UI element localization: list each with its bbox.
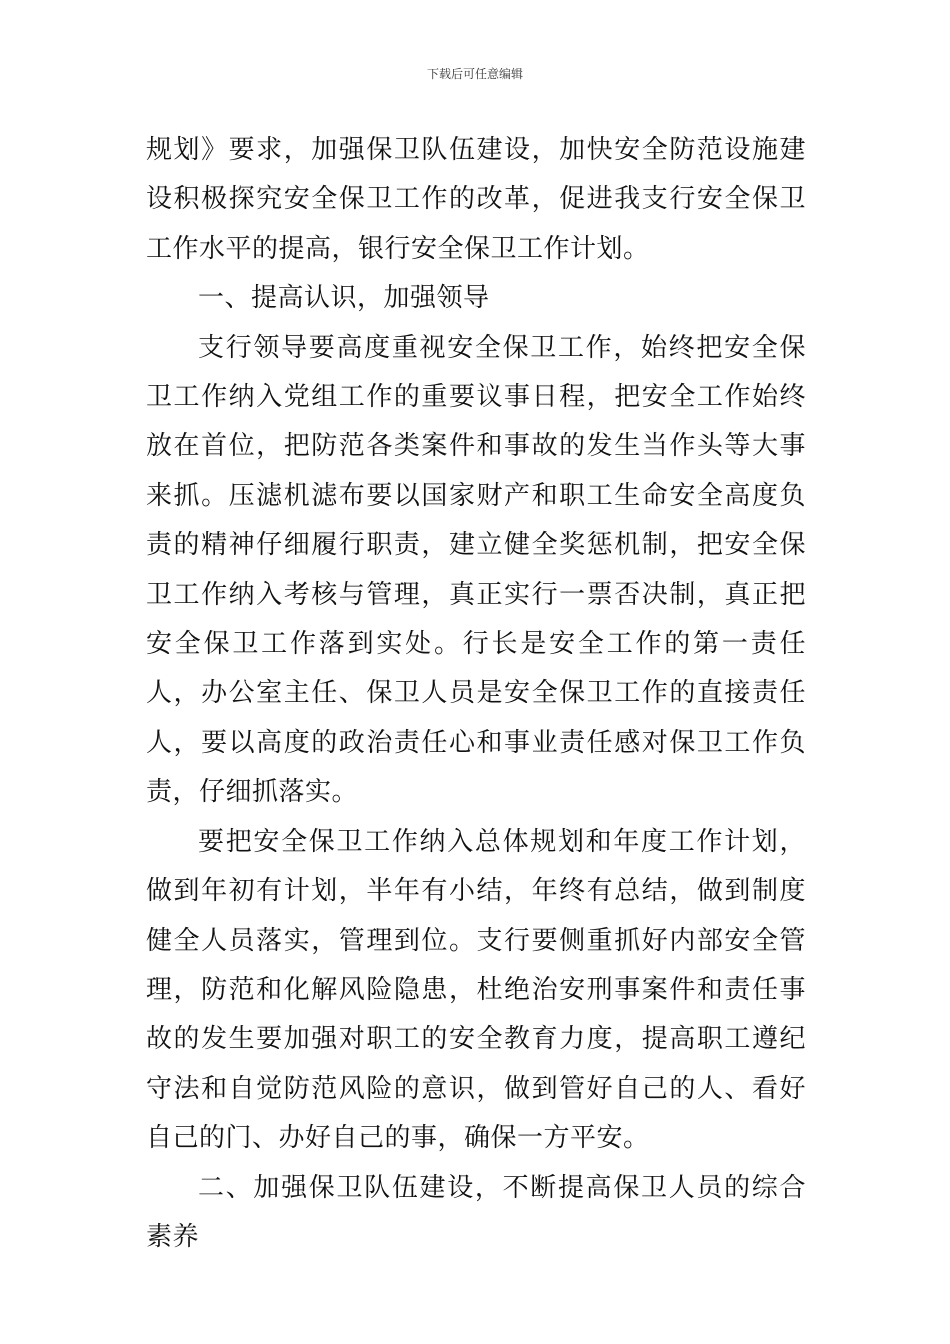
paragraph-leadership: 支行领导要高度重视安全保卫工作，始终把安全保卫工作纳入党组工作的重要议事日程，把安全工作始终放在首位，把防范各类案件和事故的发生当作头等大事来抓。压滤机滤布要以国家财产和职工生命安全高度负责的精神仔细履行职责，建立健全奖惩机制，把安全保卫工作纳入考核与管理，真正实行一票否决制，真正把安全保卫工作落到实处。行长是安全工作的第一责任人，办公室主任、保卫人员是安全保卫工作的直接责任人，要以高度的政治责任心和事业责任感对保卫工作负责，仔细抓落实。 bbox=[146, 332, 806, 808]
document-body bbox=[146, 126, 806, 1262]
section-heading-two: 二、加强保卫队伍建设，不断提高保卫人员的综合素养 bbox=[146, 1172, 806, 1252]
paragraph-planning: 要把安全保卫工作纳入总体规划和年度工作计划，做到年初有计划，半年有小结，年终有总结，做到制度健全人员落实，管理到位。支行要侧重抓好内部安全管理，防范和化解风险隐患，杜绝治安刑事案件和责任事故的发生要加强对职工的安全教育力度，提高职工遵纪守法和自觉防范风险的意识，做到管好自己的人、看好自己的门、办好自己的事，确保一方平安。 bbox=[146, 826, 806, 1154]
section-heading-one: 一、提高认识，加强领导 bbox=[198, 283, 490, 314]
header-note: 下载后可任意编辑 bbox=[426, 67, 523, 81]
paragraph-continuation: 规划》要求，加强保卫队伍建设，加快安全防范设施建设积极探究安全保卫工作的改革，促进我支行安全保卫工作水平的提高，银行安全保卫工作计划。 bbox=[146, 135, 806, 264]
